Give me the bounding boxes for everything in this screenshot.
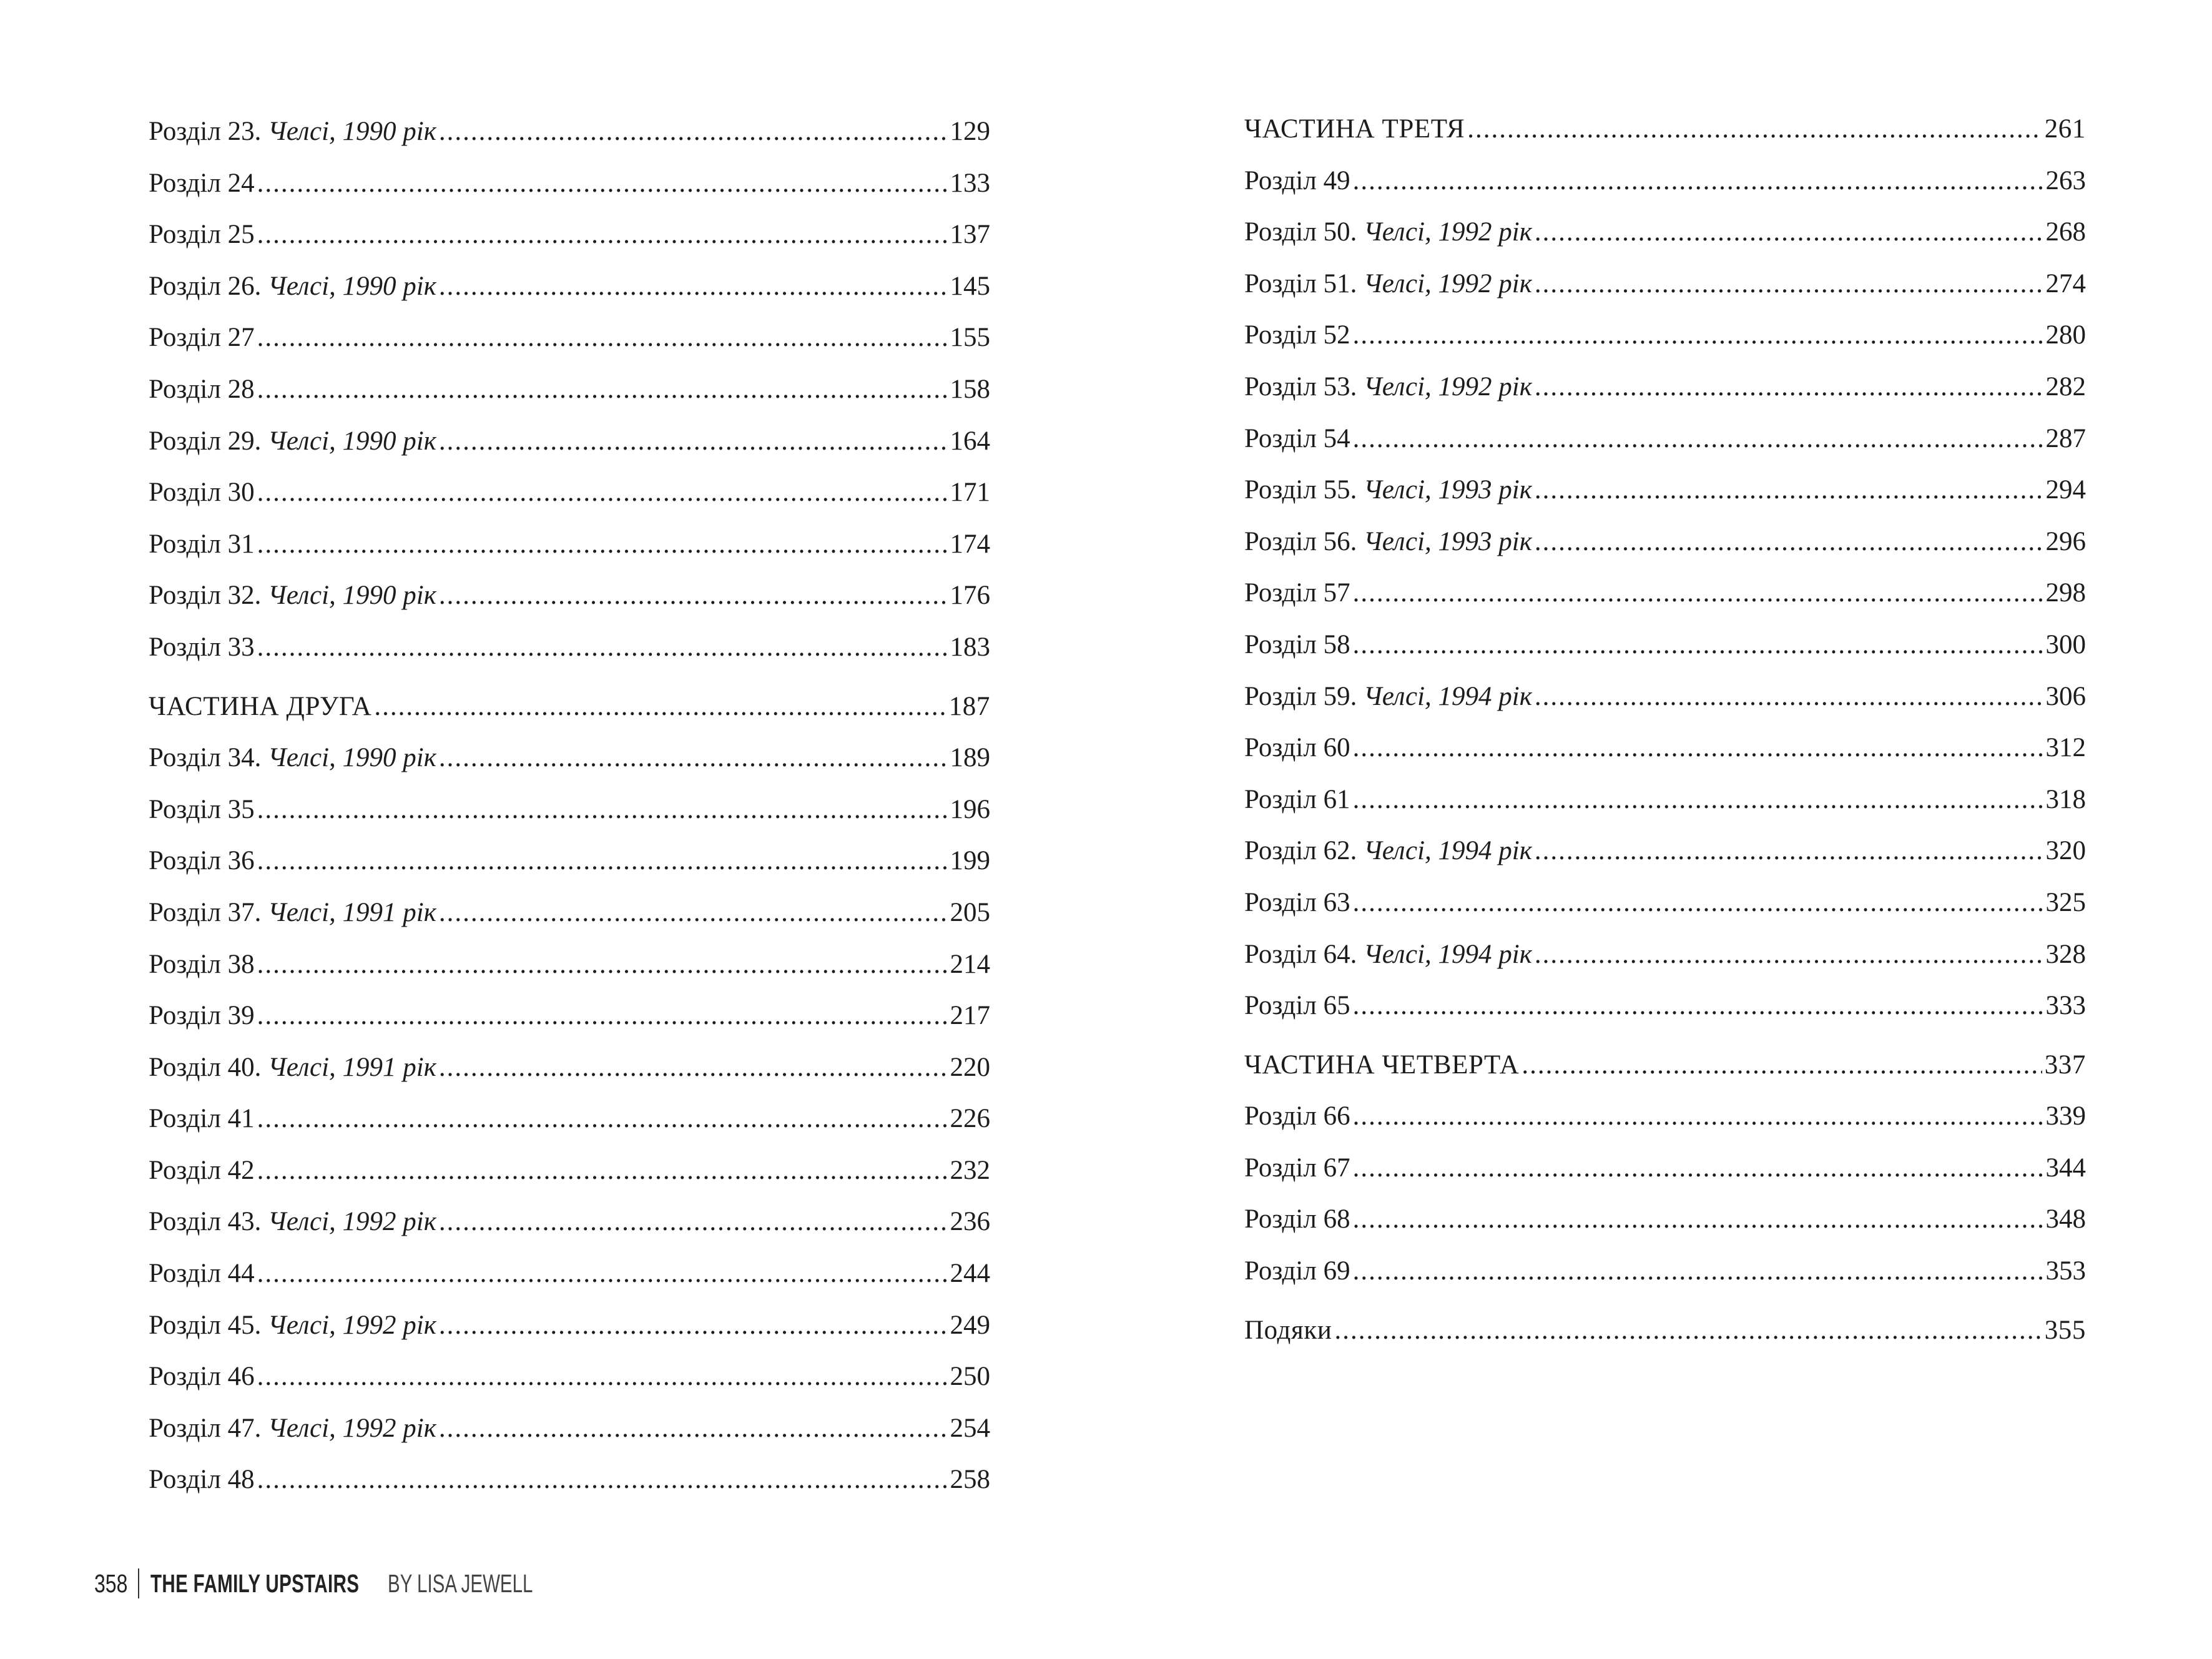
toc-chapter-entry: [149, 467, 990, 519]
toc-entry-label: ЧАСТИНА ЧЕТВЕРТА: [1244, 1050, 1520, 1080]
toc-page-number: 296: [2045, 526, 2086, 556]
toc-entry-subtitle: Челсі, 1992 рік: [1364, 268, 1532, 298]
toc-right-column: [1244, 104, 2086, 1356]
toc-chapter-entry: [149, 1093, 990, 1145]
toc-chapter-entry: [149, 1300, 990, 1352]
toc-entry-title: [149, 887, 436, 939]
toc-entry-subtitle: Челсі, 1991 рік: [268, 1052, 436, 1082]
toc-page-number: 348: [2045, 1204, 2086, 1234]
dot-leader: [1353, 568, 2043, 619]
toc-chapter-entry: [1244, 929, 2086, 981]
toc-entry-title: [149, 158, 255, 210]
toc-page-number: 258: [950, 1465, 990, 1495]
toc-entry-title: [149, 1300, 436, 1352]
dot-leader: [257, 939, 948, 991]
dot-leader: [1353, 877, 2043, 929]
dot-leader: [1535, 465, 2043, 516]
dot-leader: [1334, 1305, 2042, 1357]
toc-entry-title: [149, 622, 255, 674]
dot-leader: [1521, 1040, 2042, 1091]
toc-entry-label: Розділ 65: [1244, 991, 1350, 1021]
toc-chapter-entry: [1244, 619, 2086, 671]
dot-leader: [439, 732, 948, 784]
toc-chapter-entry: [149, 990, 990, 1042]
toc-entry-title: [1244, 619, 1350, 671]
toc-page-number: 353: [2045, 1256, 2086, 1286]
dot-leader: [257, 467, 948, 519]
toc-entry-title: [149, 364, 255, 416]
toc-entry-label: Розділ 23.: [149, 117, 268, 146]
dot-leader: [257, 622, 948, 674]
toc-entry-title: [1244, 310, 1350, 362]
toc-entry-label: ЧАСТИНА ДРУГА: [149, 691, 372, 721]
toc-entry-title: [1244, 1040, 1519, 1091]
toc-entry-subtitle: Челсі, 1992 рік: [268, 1413, 436, 1443]
toc-page-number: 196: [950, 794, 990, 824]
toc-entry-title: [1244, 1246, 1350, 1297]
toc-page-number: 339: [2045, 1101, 2086, 1131]
toc-page-number: 217: [950, 1001, 990, 1031]
toc-entry-label: Розділ 41: [149, 1104, 255, 1134]
toc-page-number: 254: [950, 1413, 990, 1443]
dot-leader: [1353, 1091, 2043, 1143]
toc-entry-title: [149, 1196, 436, 1248]
toc-chapter-entry: [149, 1351, 990, 1403]
toc-entry-title: [149, 784, 255, 836]
toc-entry-label: Розділ 57: [1244, 578, 1350, 608]
toc-entry-title: [1244, 413, 1350, 465]
dot-leader: [257, 1145, 948, 1197]
toc-entry-label: Розділ 48: [149, 1465, 255, 1495]
toc-entry-title: [149, 681, 371, 733]
toc-chapter-entry: [149, 1196, 990, 1248]
toc-entry-title: [149, 732, 436, 784]
toc-chapter-entry: [1244, 1143, 2086, 1194]
toc-entry-title: [1244, 155, 1350, 207]
page-number: 358: [94, 1568, 128, 1598]
toc-entry-subtitle: Челсі, 1992 рік: [1364, 372, 1532, 401]
toc-entry-label: Розділ 38: [149, 949, 255, 979]
toc-chapter-entry: [149, 887, 990, 939]
toc-entry-label: Розділ 27: [149, 323, 255, 353]
toc-entry-title: [1244, 722, 1350, 774]
toc-page-number: 333: [2045, 991, 2086, 1021]
footer-divider: [138, 1568, 139, 1598]
toc-page-number: 261: [2044, 114, 2086, 144]
toc-page-number: 133: [950, 168, 990, 198]
toc-entry-label: Розділ 64.: [1244, 939, 1364, 969]
toc-entry-label: Розділ 69: [1244, 1256, 1350, 1286]
toc-entry-label: Розділ 36: [149, 846, 255, 876]
toc-entry-label: Розділ 62.: [1244, 836, 1364, 866]
toc-entry-label: Розділ 26.: [149, 271, 268, 301]
toc-chapter-entry: [1244, 413, 2086, 465]
toc-chapter-entry: [1244, 877, 2086, 929]
toc-chapter-entry: [149, 1454, 990, 1506]
toc-entry-label: Розділ 40.: [149, 1052, 268, 1082]
dot-leader: [1353, 310, 2043, 362]
dot-leader: [439, 416, 948, 468]
toc-page-number: 199: [950, 846, 990, 876]
toc-entry-subtitle: Челсі, 1994 рік: [1364, 836, 1532, 866]
toc-entry-title: [149, 519, 255, 571]
dot-leader: [257, 1454, 948, 1506]
toc-entry-label: Розділ 52: [1244, 320, 1350, 350]
toc-entry-label: Розділ 54: [1244, 423, 1350, 453]
toc-part-entry: [1244, 1040, 2086, 1091]
toc-chapter-entry: [149, 261, 990, 313]
dot-leader: [1353, 1194, 2043, 1246]
toc-entry-label: Розділ 33: [149, 632, 255, 662]
toc-page-number: 176: [950, 581, 990, 611]
toc-entry-title: [1244, 980, 1350, 1032]
toc-entry-title: [1244, 929, 1532, 981]
toc-entry-title: [1244, 207, 1532, 258]
toc-page-number: 280: [2045, 320, 2086, 350]
toc-page-number: 129: [950, 117, 990, 146]
toc-chapter-entry: [1244, 1194, 2086, 1246]
toc-entry-subtitle: Челсі, 1994 рік: [1364, 681, 1532, 711]
toc-chapter-entry: [1244, 1246, 2086, 1297]
dot-leader: [1353, 619, 2043, 671]
dot-leader: [439, 106, 948, 158]
dot-leader: [257, 209, 948, 261]
toc-page-number: 155: [950, 323, 990, 353]
dot-leader: [1535, 207, 2043, 258]
toc-entry-title: [1244, 1091, 1350, 1143]
dot-leader: [257, 784, 948, 836]
toc-entry-label: Розділ 63: [1244, 887, 1350, 917]
toc-entry-title: [149, 106, 436, 158]
toc-chapter-entry: [1244, 362, 2086, 413]
toc-entry-label: Розділ 55.: [1244, 475, 1364, 505]
toc-entry-title: [1244, 465, 1532, 516]
toc-page-number: 282: [2045, 372, 2086, 401]
toc-page-number: 236: [950, 1207, 990, 1237]
toc-page-number: 220: [950, 1052, 990, 1082]
toc-entry-title: [1244, 774, 1350, 826]
toc-entry-title: [1244, 877, 1350, 929]
dot-leader: [1535, 258, 2043, 310]
toc-chapter-entry: [1244, 310, 2086, 362]
toc-entry-label: Розділ 43.: [149, 1207, 268, 1237]
toc-page-number: 298: [2045, 578, 2086, 608]
toc-entry-label: Розділ 59.: [1244, 681, 1364, 711]
toc-entry-title: [1244, 104, 1465, 155]
toc-entry-label: Розділ 32.: [149, 581, 268, 611]
toc-page-number: 337: [2044, 1050, 2086, 1080]
toc-part-entry: [1244, 1305, 2086, 1357]
toc-entry-label: Розділ 67: [1244, 1153, 1350, 1183]
toc-entry-label: Розділ 30: [149, 478, 255, 508]
dot-leader: [439, 570, 948, 622]
toc-chapter-entry: [1244, 722, 2086, 774]
toc-entry-title: [1244, 825, 1532, 877]
dot-leader: [1353, 1246, 2043, 1297]
toc-entry-subtitle: Челсі, 1994 рік: [1364, 939, 1532, 969]
toc-chapter-entry: [149, 622, 990, 674]
toc-chapter-entry: [1244, 155, 2086, 207]
toc-entry-label: Розділ 37.: [149, 897, 268, 927]
toc-entry-subtitle: Челсі, 1993 рік: [1364, 475, 1532, 505]
toc-chapter-entry: [1244, 1091, 2086, 1143]
toc-entry-label: Розділ 66: [1244, 1101, 1350, 1131]
toc-entry-label: Розділ 34.: [149, 743, 268, 773]
toc-page-number: 306: [2045, 681, 2086, 711]
dot-leader: [439, 1042, 948, 1094]
toc-entry-label: Розділ 49: [1244, 165, 1350, 195]
toc-page-number: 355: [2044, 1315, 2086, 1345]
toc-page-number: 183: [950, 632, 990, 662]
toc-page-number: 158: [950, 374, 990, 404]
toc-entry-label: Розділ 42: [149, 1155, 255, 1185]
toc-entry-label: Розділ 53.: [1244, 372, 1364, 401]
toc-part-entry: [149, 681, 990, 733]
toc-page-number: 250: [950, 1362, 990, 1392]
running-book-title: THE FAMILY UPSTAIRS: [150, 1568, 360, 1598]
toc-page-number: 268: [2045, 217, 2086, 247]
toc-entry-title: [149, 570, 436, 622]
toc-page-number: 294: [2045, 475, 2086, 505]
toc-entry-title: [149, 835, 255, 887]
toc-page-number: 328: [2045, 939, 2086, 969]
toc-entry-subtitle: Челсі, 1990 рік: [268, 743, 436, 773]
toc-page-number: 189: [950, 743, 990, 773]
toc-chapter-entry: [1244, 774, 2086, 826]
dot-leader: [257, 990, 948, 1042]
dot-leader: [257, 835, 948, 887]
toc-chapter-entry: [149, 1403, 990, 1455]
dot-leader: [1353, 413, 2043, 465]
dot-leader: [439, 261, 948, 313]
toc-entry-label: Подяки: [1244, 1315, 1332, 1345]
toc-entry-title: [1244, 671, 1532, 723]
toc-entry-title: [1244, 258, 1532, 310]
toc-entry-label: Розділ 60: [1244, 733, 1350, 763]
toc-entry-title: [149, 467, 255, 519]
toc-chapter-entry: [149, 312, 990, 364]
toc-page-number: 274: [2045, 268, 2086, 298]
toc-chapter-entry: [149, 784, 990, 836]
dot-leader: [257, 1248, 948, 1300]
toc-entry-label: Розділ 58: [1244, 629, 1350, 659]
toc-entry-label: Розділ 44: [149, 1259, 255, 1289]
toc-entry-label: Розділ 24: [149, 168, 255, 198]
toc-chapter-entry: [149, 209, 990, 261]
toc-chapter-entry: [149, 364, 990, 416]
toc-chapter-entry: [149, 106, 990, 158]
toc-entry-title: [149, 990, 255, 1042]
toc-page-number: 320: [2045, 836, 2086, 866]
dot-leader: [1353, 155, 2043, 207]
toc-part-entry: [1244, 104, 2086, 155]
toc-chapter-entry: [149, 732, 990, 784]
toc-page-number: 205: [950, 897, 990, 927]
toc-entry-label: Розділ 39: [149, 1001, 255, 1031]
toc-page-number: 174: [950, 529, 990, 559]
dot-leader: [257, 158, 948, 210]
dot-leader: [1535, 671, 2043, 723]
toc-chapter-entry: [1244, 825, 2086, 877]
dot-leader: [439, 887, 948, 939]
toc-page-number: 232: [950, 1155, 990, 1185]
toc-entry-label: Розділ 29.: [149, 426, 268, 456]
toc-entry-title: [149, 416, 436, 468]
dot-leader: [374, 681, 946, 733]
dot-leader: [257, 1093, 948, 1145]
dot-leader: [1535, 825, 2043, 877]
toc-chapter-entry: [149, 1145, 990, 1197]
toc-chapter-entry: [1244, 258, 2086, 310]
toc-page-number: 226: [950, 1104, 990, 1134]
running-author: BY LISA JEWELL: [387, 1568, 533, 1598]
dot-leader: [1353, 774, 2043, 826]
toc-entry-title: [149, 1042, 436, 1094]
toc-entry-title: [149, 1351, 255, 1403]
toc-entry-title: [1244, 1305, 1332, 1357]
toc-chapter-entry: [1244, 671, 2086, 723]
toc-entry-label: Розділ 25: [149, 220, 255, 250]
toc-page-number: 263: [2045, 165, 2086, 195]
toc-entry-label: Розділ 51.: [1244, 268, 1364, 298]
toc-entry-label: Розділ 35: [149, 794, 255, 824]
dot-leader: [257, 1351, 948, 1403]
toc-entry-label: Розділ 50.: [1244, 217, 1364, 247]
toc-entry-subtitle: Челсі, 1992 рік: [268, 1310, 436, 1340]
toc-page-number: 344: [2045, 1153, 2086, 1183]
toc-page-number: 171: [950, 478, 990, 508]
dot-leader: [257, 364, 948, 416]
toc-entry-title: [149, 939, 255, 991]
toc-entry-label: Розділ 46: [149, 1362, 255, 1392]
toc-chapter-entry: [149, 939, 990, 991]
toc-page-number: 164: [950, 426, 990, 456]
toc-entry-label: Розділ 28: [149, 374, 255, 404]
toc-page-number: 249: [950, 1310, 990, 1340]
dot-leader: [1535, 362, 2043, 413]
toc-page-number: 145: [950, 271, 990, 301]
toc-chapter-entry: [1244, 465, 2086, 516]
toc-left-column: [149, 106, 990, 1506]
toc-entry-label: Розділ 56.: [1244, 526, 1364, 556]
toc-entry-subtitle: Челсі, 1990 рік: [268, 581, 436, 611]
toc-chapter-entry: [1244, 980, 2086, 1032]
toc-page-number: 312: [2045, 733, 2086, 763]
toc-entry-title: [149, 312, 255, 364]
toc-entry-title: [1244, 1143, 1350, 1194]
toc-page-number: 137: [950, 220, 990, 250]
toc-entry-subtitle: Челсі, 1990 рік: [268, 117, 436, 146]
toc-entry-label: Розділ 31: [149, 529, 255, 559]
toc-chapter-entry: [149, 570, 990, 622]
dot-leader: [257, 312, 948, 364]
dot-leader: [257, 519, 948, 571]
toc-page-number: 318: [2045, 784, 2086, 814]
toc-entry-title: [149, 1248, 255, 1300]
toc-entry-label: Розділ 61: [1244, 784, 1350, 814]
page-footer: [94, 1566, 589, 1601]
toc-page-number: 214: [950, 949, 990, 979]
toc-entry-subtitle: Челсі, 1990 рік: [268, 271, 436, 301]
toc-entry-title: [149, 1403, 436, 1455]
toc-entry-subtitle: Челсі, 1990 рік: [268, 426, 436, 456]
dot-leader: [1535, 929, 2043, 981]
dot-leader: [1353, 1143, 2043, 1194]
toc-chapter-entry: [1244, 568, 2086, 619]
toc-chapter-entry: [149, 416, 990, 468]
toc-entry-label: Розділ 47.: [149, 1413, 268, 1443]
toc-entry-title: [149, 1093, 255, 1145]
dot-leader: [1535, 516, 2043, 568]
toc-entry-title: [149, 261, 436, 313]
toc-page-number: 325: [2045, 887, 2086, 917]
toc-entry-label: ЧАСТИНА ТРЕТЯ: [1244, 114, 1465, 144]
toc-page-number: 187: [948, 691, 990, 721]
toc-chapter-entry: [1244, 207, 2086, 258]
toc-entry-title: [1244, 1194, 1350, 1246]
toc-entry-title: [1244, 362, 1532, 413]
toc-page-number: 287: [2045, 423, 2086, 453]
toc-entry-title: [149, 1454, 255, 1506]
toc-chapter-entry: [149, 835, 990, 887]
toc-chapter-entry: [1244, 516, 2086, 568]
toc-entry-subtitle: Челсі, 1992 рік: [1364, 217, 1532, 247]
toc-entry-title: [149, 1145, 255, 1197]
dot-leader: [1467, 104, 2042, 155]
toc-chapter-entry: [149, 1042, 990, 1094]
dot-leader: [1353, 980, 2043, 1032]
toc-entry-subtitle: Челсі, 1991 рік: [268, 897, 436, 927]
toc-entry-label: Розділ 45.: [149, 1310, 268, 1340]
toc-page-number: 300: [2045, 629, 2086, 659]
dot-leader: [439, 1196, 948, 1248]
dot-leader: [1353, 722, 2043, 774]
toc-entry-title: [149, 209, 255, 261]
toc-chapter-entry: [149, 519, 990, 571]
toc-entry-title: [1244, 516, 1532, 568]
toc-entry-subtitle: Челсі, 1992 рік: [268, 1207, 436, 1237]
toc-entry-subtitle: Челсі, 1993 рік: [1364, 526, 1532, 556]
toc-page-number: 244: [950, 1259, 990, 1289]
toc-entry-label: Розділ 68: [1244, 1204, 1350, 1234]
toc-chapter-entry: [149, 1248, 990, 1300]
toc-chapter-entry: [149, 158, 990, 210]
dot-leader: [439, 1300, 948, 1352]
dot-leader: [439, 1403, 948, 1455]
toc-entry-title: [1244, 568, 1350, 619]
